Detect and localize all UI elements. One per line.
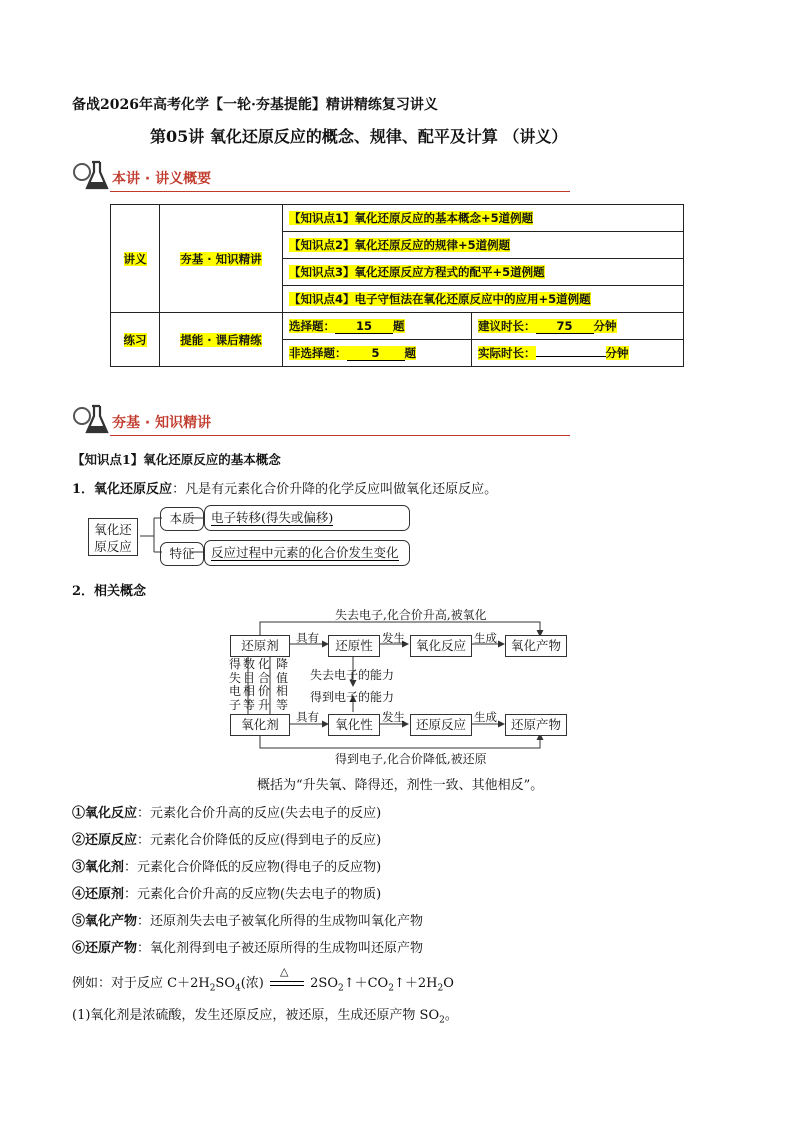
summary-line: 概括为“升失氧、降得还，剂性一致、其他相反”。 [257, 778, 544, 793]
top-caption: 失去电子,化合价升高,被氧化 [335, 608, 487, 622]
vertical-text-2: 数目相等 [243, 657, 256, 712]
flask-icon [72, 402, 110, 436]
overview-section-title: 本讲 · 讲义概要 [112, 171, 212, 187]
oxidizability-box: 氧化性 [328, 714, 380, 736]
vertical-text-1: 得失电子 [229, 657, 242, 712]
def-branch2-label: 特征 [160, 542, 204, 566]
knowledge-point-1: 【知识点1】氧化还原反应的基本概念+5道例题 [283, 205, 684, 232]
row-lecture-label: 讲义 [111, 205, 160, 313]
mid-text-2: 得到电子的能力 [310, 690, 395, 704]
concept-item-6: ⑥还原产物：氧化剂得到电子被还原所得的生成物叫还原产物 [72, 941, 424, 956]
reducibility-box: 还原性 [328, 635, 380, 657]
link-generate-bottom: 生成 [474, 710, 497, 724]
oxidation-product-box: 氧化产物 [505, 635, 567, 657]
overview-section-header [72, 158, 570, 198]
example-note: (1)氧化剂是浓硫酸，发生还原反应，被还原，生成还原产物 $SO_2$。 [72, 1008, 458, 1026]
vertical-text-3: 化合价升 [258, 657, 271, 712]
row-practice-sub: 提能 · 课后精练 [160, 313, 283, 367]
definition-line: 1．氧化还原反应：凡是有元素化合价升降的化学反应叫做氧化还原反应。 [72, 482, 498, 497]
choice-count-cell: 选择题： 15 题 [283, 313, 472, 340]
series-title: 备战2026年高考化学【一轮·夯基提能】精讲精练复习讲义 [72, 97, 438, 113]
concept-item-5: ⑤氧化产物：还原剂失去电子被氧化所得的生成物叫氧化产物 [72, 914, 424, 929]
link-occur-bottom: 发生 [382, 710, 405, 724]
flask-icon [72, 158, 110, 192]
def-branch1-text: 电子转移(得失或偏移) [204, 505, 410, 531]
overview-table [110, 204, 684, 367]
concept-item-3: ③氧化剂：元素化合价降低的反应物(得电子的反应物) [72, 860, 382, 875]
nonchoice-count-cell: 非选择题： 5 题 [283, 340, 472, 367]
oxidizing-agent-box: 氧化剂 [230, 714, 290, 736]
concept-item-2: ②还原反应：元素化合价降低的反应(得到电子的反应) [72, 833, 382, 848]
link-generate-top: 生成 [474, 631, 497, 645]
knowledge-point-4: 【知识点4】电子守恒法在氧化还原反应中的应用+5道例题 [283, 286, 684, 313]
def-branch2-text: 反应过程中元素的化合价发生变化 [204, 540, 410, 566]
concept-item-1: ①氧化反应：元素化合价升高的反应(失去电子的反应) [72, 806, 382, 821]
suggest-time-cell: 建议时长： 75 分钟 [472, 313, 684, 340]
reduction-reaction-box: 还原反应 [410, 714, 472, 736]
concept-item-4: ④还原剂：元素化合价升高的反应物(失去电子的物质) [72, 887, 382, 902]
def-root-box: 氧化还原反应 [88, 518, 138, 556]
concept-arrows [220, 604, 580, 764]
section-rule [110, 435, 570, 436]
oxidation-reaction-box: 氧化反应 [410, 635, 472, 657]
row-lecture-sub: 夯基 · 知识精讲 [160, 205, 283, 313]
actual-time-cell: 实际时长： 分钟 [472, 340, 684, 367]
vertical-text-4: 降值相等 [276, 657, 289, 712]
bottom-caption: 得到电子,化合价降低,被还原 [335, 752, 487, 766]
reducing-agent-box: 还原剂 [230, 635, 290, 657]
knowledge-section-header [72, 402, 570, 442]
example-equation: 例如：对于反应 $C+2H_2SO_4$(浓) △ $2SO_2↑+CO_2↑+2H_2O$ [72, 964, 454, 994]
section-rule [110, 191, 570, 192]
actual-time-blank [536, 356, 606, 357]
link-have-bottom: 具有 [296, 710, 319, 724]
reduction-product-box: 还原产物 [505, 714, 567, 736]
knowledge-section-title: 夯基 · 知识精讲 [112, 415, 212, 431]
lecture-title: 第05讲 氧化还原反应的概念、规律、配平及计算 （讲义） [150, 127, 568, 146]
knowledge-point-2: 【知识点2】氧化还原反应的规律+5道例题 [283, 232, 684, 259]
mid-text-1: 失去电子的能力 [310, 668, 395, 682]
knowledge-point-3: 【知识点3】氧化还原反应方程式的配平+5道例题 [283, 259, 684, 286]
kp1-heading: 【知识点1】氧化还原反应的基本概念 [72, 452, 281, 467]
link-occur-top: 发生 [382, 631, 405, 645]
link-have-top: 具有 [296, 631, 319, 645]
heat-symbol: △ [280, 964, 289, 978]
related-heading: 2．相关概念 [72, 584, 147, 599]
row-practice-label: 练习 [111, 313, 160, 367]
def-branch1-label: 本质 [160, 507, 204, 531]
